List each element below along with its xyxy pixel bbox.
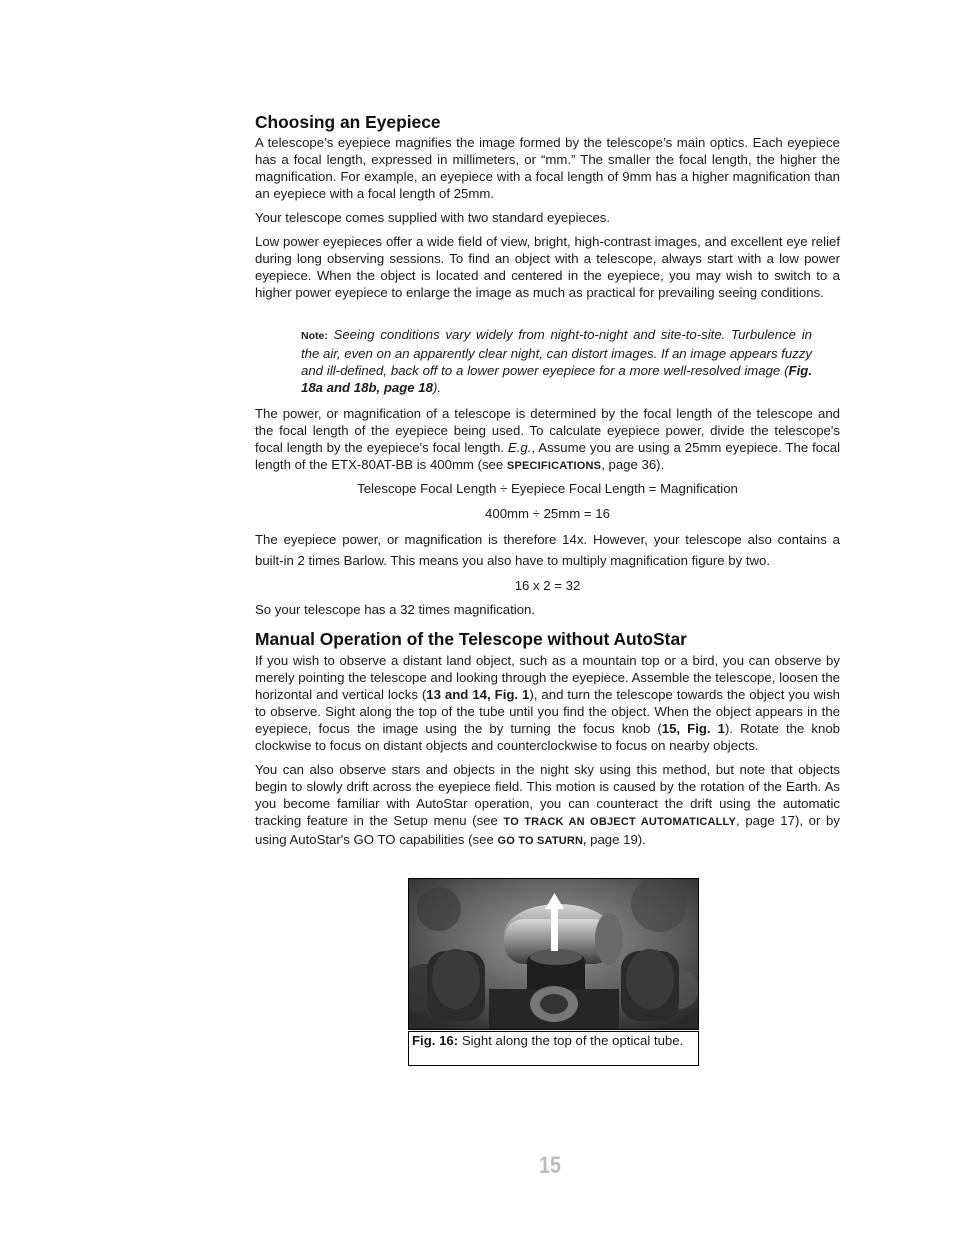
note-end: ). [432,380,442,395]
barlow-paragraph-block [255,529,840,571]
goto-saturn-ref: GO TO SATURN, [497,835,587,847]
power-paragraph-block [255,405,840,475]
formula-barlow: 16 x 2 = 32 [514,578,581,593]
eg-abbrev: E.g. [507,440,532,455]
power-paragraph [255,405,840,475]
caption-label: Fig. 16: [412,1033,459,1048]
manual-p2-c: page 19). [586,832,646,847]
manual-p1-a: If you wish to observe a distant land object, such as a mountain top or a bird, you can observe by merely pointing the telescope and looking through the eyepiece. Assemble the telescope, loosen the horizontal and vertical locks ( [255,653,840,702]
heading-choosing-eyepiece: Choosing an Eyepiece [255,112,441,132]
power-text-c: , page 36). [601,457,665,472]
focus-knob-ref: 15, Fig. 1 [661,721,725,736]
eyepiece-paragraph-2: Your telescope comes supplied with two standard eyepieces. [255,210,611,225]
power-text-b: , Assume you are using a 25mm eyepiece. The focal length of the ETX-80AT-BB is 400mm (see [255,440,840,472]
page-number: 15 [539,1152,561,1179]
eyepiece-body [255,134,840,301]
manual-p2-a: You can also observe stars and objects in the night sky using this method, but note that objects begin to slowly drift across the eyepiece field. This motion is caused by the rotation of the Earth. As you become familiar with AutoStar operation, you can counteract the drift using the automatic tracking feature in the Setup menu (see [255,762,840,828]
locks-ref: 13 and 14, Fig. 1 [426,687,530,702]
track-object-ref: TO TRACK AN OBJECT AUTOMATICALLY [503,816,736,828]
summary-paragraph-block [255,601,840,618]
seeing-conditions-note [301,326,812,396]
formula-example: 400mm ÷ 25mm = 16 [485,506,610,521]
figure-16-caption [408,1031,699,1066]
specifications-ref: SPECIFICATIONS [506,460,602,472]
heading-manual-operation: Manual Operation of the Telescope without AutoStar [255,629,687,649]
note-text: Seeing conditions vary widely from night-to-night and site-to-site. Turbulence in the air, even on an apparently clear night, can distort images. If an image appears fuzzy and ill-defined, back off to a lower power eyepiece for a more well-resolved image ( [301,327,812,378]
telescope-photo-illustration [409,879,698,1029]
manual-p2-b: , page 17), or by using AutoStar's GO TO capabilities (see [255,813,840,847]
eyepiece-paragraph-1: A telescope’s eyepiece magnifies the image formed by the telescope’s main optics. Each eyepiece has a focal length, expressed in millimeters, or “mm.” The smaller the focal length, the higher the magnification. For example, an eyepiece with a focal length of 9mm has a higher magnification than an eyepiece with a focal length of 25mm. [255,135,840,201]
manual-p1-c: ). Rotate the knob clockwise to focus on distant objects and counterclockwise to focus on nearby objects. [255,721,840,753]
manual-p1-b: ), and turn the telescope towards the object you wish to observe. Sight along the top of the tube until you find the object. When the object appears in the eyepiece, focus the image using the by turning the focus knob ( [255,687,841,736]
note-label: Note: [301,330,328,342]
manual-paragraph-1 [255,652,840,754]
power-text-a: The power, or magnification of a telescope is determined by the focal length of the telescope and the focal length of the eyepiece being used. To calculate eyepiece power, divide the telescope's focal length by the eyepiece's focal length. [255,406,840,455]
barlow-paragraph: The eyepiece power, or magnification is therefore 14x. However, your telescope also contains a built-in 2 times Barlow. This means you also have to multiply magnification figure by two. [255,532,840,568]
manual-paragraph-2 [255,761,840,850]
eyepiece-paragraph-3: Low power eyepieces offer a wide field of view, bright, high-contrast images, and excellent eye relief during long observing sessions. To find an object with a telescope, always start with a low power eyepiece. When the object is located and centered in the eyepiece, you may wish to switch to a higher power eyepiece to enlarge the image as much as practical for prevailing seeing conditions. [255,234,840,300]
formula-magnification: Telescope Focal Length ÷ Eyepiece Focal Length = Magnification [357,481,738,496]
manual-body [255,652,840,850]
figure-16-photo [408,878,699,1030]
note-figure-ref: Fig. 18a and 18b, page 18 [301,363,812,395]
caption-text: Sight along the top of the optical tube. [458,1033,684,1048]
summary-paragraph: So your telescope has a 32 times magnification. [255,602,536,617]
